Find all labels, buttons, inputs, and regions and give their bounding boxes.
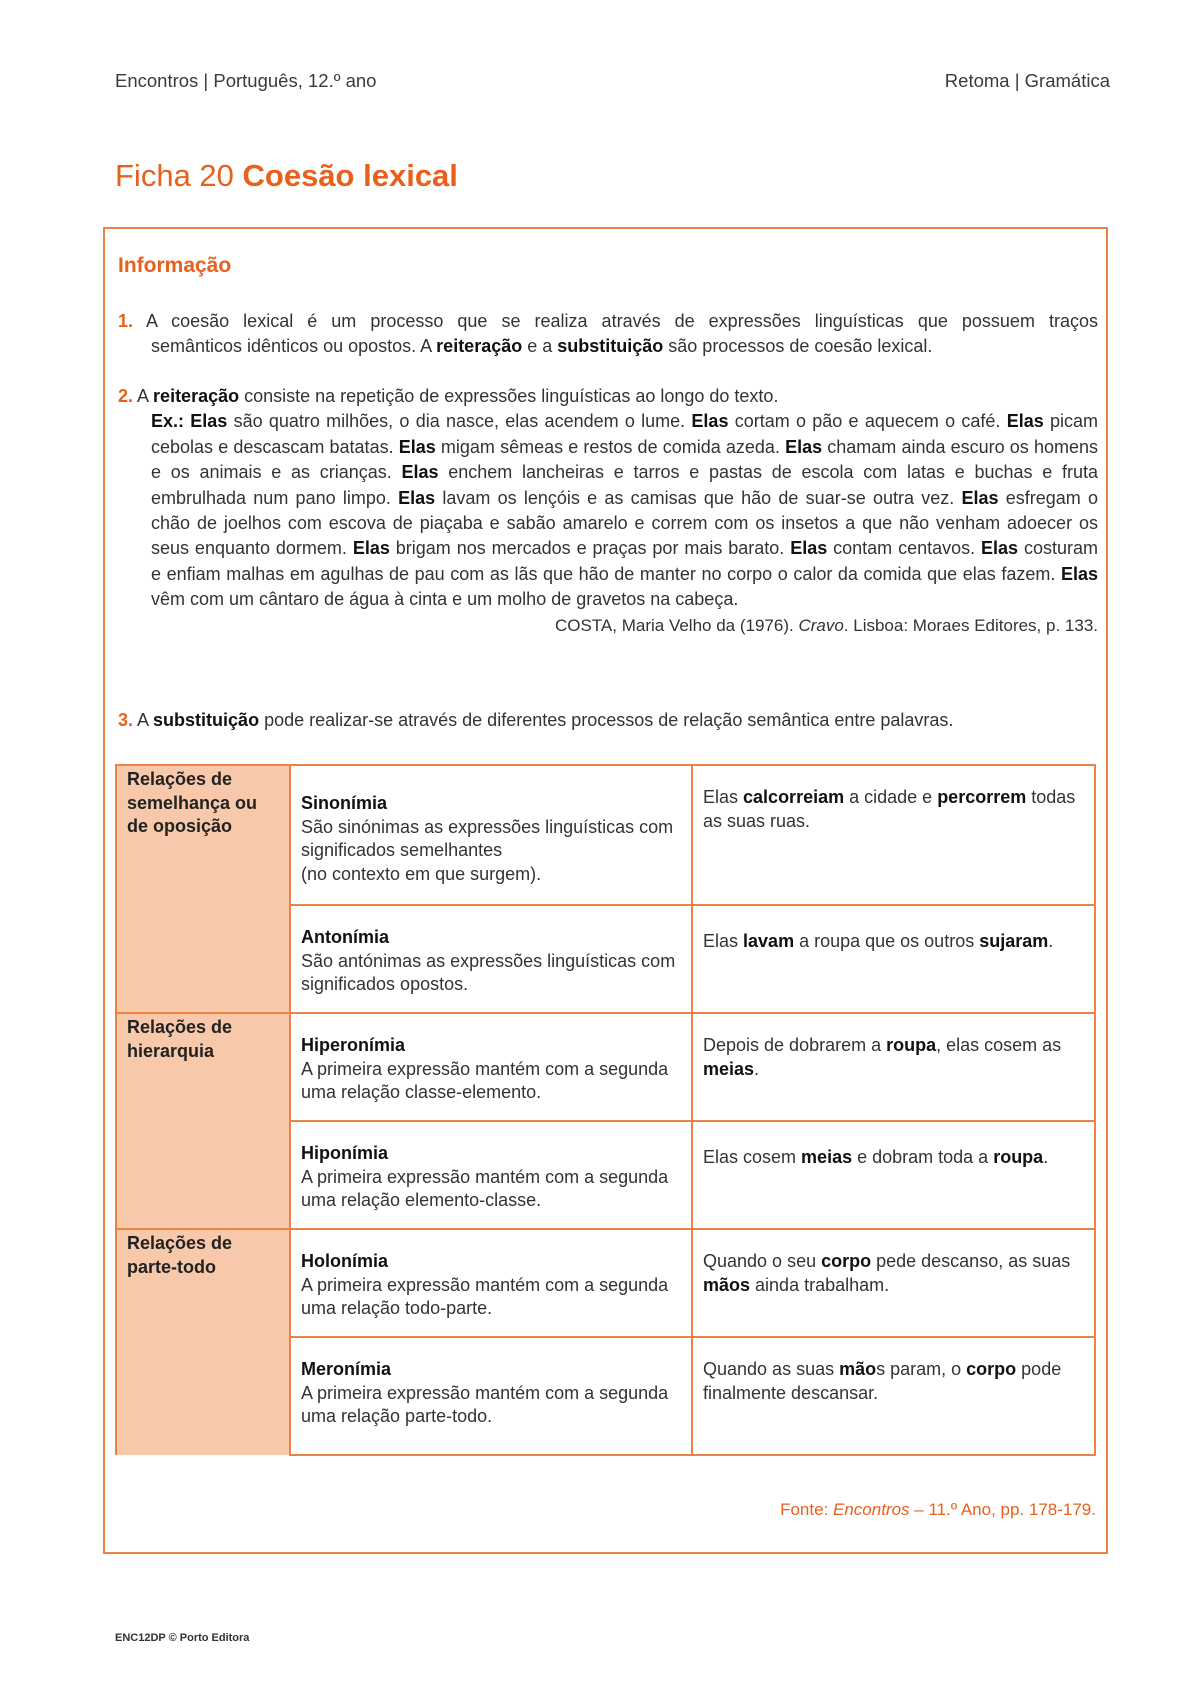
elas-word: Elas xyxy=(398,487,436,508)
title-main: Coesão lexical xyxy=(242,158,458,193)
example-part: a cidade e xyxy=(844,787,938,807)
elas-word: Elas xyxy=(401,462,439,483)
example-part: pede descanso, as suas xyxy=(871,1251,1071,1271)
page-footer: ENC12DP © Porto Editora xyxy=(115,1632,250,1644)
item-number-2: 2. xyxy=(118,386,134,406)
example-part: Depois de dobrarem a xyxy=(703,1035,887,1055)
relation-term: Sinonímia xyxy=(301,793,388,813)
relation-example xyxy=(692,1337,1095,1455)
example-part: , elas cosem as xyxy=(936,1035,1062,1055)
relation-example xyxy=(692,1013,1095,1121)
example-part: e dobram toda a xyxy=(852,1147,994,1167)
example-sentence: enchem lancheiras e tarros e pastas de escola com latas e buchas e fruta embrulhada num pano limpo. xyxy=(151,462,1098,508)
relation-definition: A primeira expressão mantém com a segunda uma relação todo-parte. xyxy=(301,1274,669,1318)
example-part: Quando as suas xyxy=(703,1359,840,1379)
example-bold: mão xyxy=(839,1359,877,1379)
example-bold: corpo xyxy=(821,1251,872,1271)
relation-term: Meronímia xyxy=(301,1359,392,1379)
p3-bold-substituicao: substituição xyxy=(153,710,260,730)
example-sentence: brigam nos mercados e praças por mais barato. xyxy=(389,538,791,559)
example-part: pode finalmente descansar. xyxy=(703,1359,1062,1403)
example-sentence: vêm com um cântaro de água à cinta e um molho de gravetos na cabeça. xyxy=(151,589,739,610)
example-part: a roupa que os outros xyxy=(794,931,980,951)
table-row xyxy=(116,765,1095,905)
relation-term: Hiperonímia xyxy=(301,1035,406,1055)
relation-description xyxy=(290,1013,692,1121)
relation-description xyxy=(290,765,692,905)
group-similarity-opposition: Relações de semelhança ou de oposição xyxy=(116,765,290,1013)
example-sentence: esfregam o chão de joelhos com escova de piaçaba e sabão amarelo e correm com os insetos a que não venham adoecer os seus enquanto dormem. xyxy=(151,487,1099,559)
p3-text-2: pode realizar-se através de diferentes processos de relação semântica entre palavras. xyxy=(259,710,954,730)
relation-example xyxy=(692,765,1095,905)
p3-text-1: A xyxy=(133,710,154,730)
example-label: Ex.: xyxy=(151,411,185,432)
paragraph-2 xyxy=(118,384,1098,638)
elas-word: Elas xyxy=(190,411,228,432)
example-sentence: costuram e enfiam malhas em agulhas de pau com as lãs que hão de manter no corpo o calor da comida que elas fazem. xyxy=(151,538,1098,584)
relation-description xyxy=(290,1121,692,1229)
p1-text-3: e a xyxy=(522,336,558,357)
example-part: . xyxy=(1048,931,1054,951)
relation-definition: São antónimas as expressões linguísticas com significados opostos. xyxy=(301,950,676,994)
elas-word: Elas xyxy=(398,436,436,457)
source-pages: – 11.º Ano, pp. 178-179. xyxy=(909,1500,1096,1519)
relation-definition: A primeira expressão mantém com a segunda uma relação parte-todo. xyxy=(301,1382,669,1426)
example-sentence: são quatro milhões, o dia nasce, elas acendem o lume. xyxy=(227,411,692,432)
citation-title: Cravo xyxy=(798,615,844,635)
p1-text-1: A coesão lexical é um processo que se realiza através de expressões linguísticas que possuem traços xyxy=(133,311,1098,331)
elas-word: Elas xyxy=(352,538,390,559)
citation-publisher: . Lisboa: Moraes Editores, p. 133. xyxy=(843,615,1098,635)
relation-term: Antonímia xyxy=(301,927,389,947)
relation-description xyxy=(290,1229,692,1337)
group-part-whole: Relações de parte-todo xyxy=(116,1229,290,1455)
example-part: Elas xyxy=(703,931,744,951)
example-sentence: chamam ainda escuro os homens e os animais e as crianças. xyxy=(151,436,1098,483)
example-part: . xyxy=(754,1058,760,1079)
example-text xyxy=(118,409,1098,612)
example-bold: percorrem xyxy=(937,787,1027,807)
table-row xyxy=(116,1013,1095,1121)
elas-word: Elas xyxy=(785,436,823,457)
example-bold: corpo xyxy=(966,1359,1017,1379)
p1-text-4: são processos de coesão lexical. xyxy=(663,336,933,357)
elas-word: Elas xyxy=(1060,563,1098,584)
relation-example xyxy=(692,1229,1095,1337)
elas-word: Elas xyxy=(790,538,828,559)
relation-definition: São sinónimas as expressões linguísticas com significados semelhantes xyxy=(301,816,674,860)
example-sentence: lavam os lençóis e as camisas que hão de suar-se outra vez. xyxy=(435,487,962,508)
group-hierarchy: Relações de hierarquia xyxy=(116,1013,290,1229)
relation-definition-note: (no contexto em que surgem). xyxy=(301,863,542,884)
item-number-3: 3. xyxy=(118,710,134,730)
p2-text-2: consiste na repetição de expressões linguísticas ao longo do texto. xyxy=(239,386,779,406)
example-part: Elas cosem xyxy=(703,1147,802,1167)
example-bold: roupa xyxy=(886,1035,937,1055)
example-part: ainda trabalham. xyxy=(750,1274,890,1295)
paragraph-3 xyxy=(118,708,1098,733)
relation-description xyxy=(290,905,692,1013)
elas-word: Elas xyxy=(961,487,999,508)
example-sentence: migam sêmeas e restos de comida azeda. xyxy=(435,436,786,457)
page-header xyxy=(115,70,1110,96)
page-title xyxy=(115,158,458,194)
header-right: Retoma | Gramática xyxy=(944,70,1110,91)
information-box xyxy=(103,227,1108,1554)
elas-word: Elas xyxy=(691,411,729,432)
semantic-relations-table xyxy=(115,764,1096,1456)
relation-term: Holonímia xyxy=(301,1251,389,1271)
example-part: Elas xyxy=(703,787,744,807)
example-part: Quando o seu xyxy=(703,1251,822,1271)
citation-author: COSTA, Maria Velho da (1976). xyxy=(554,615,799,635)
table-row xyxy=(116,1229,1095,1337)
p2-text-1: A xyxy=(133,386,154,406)
example-part: s param, o xyxy=(876,1359,967,1379)
example-sentence: cortam o pão e aquecem o café. xyxy=(728,411,1007,432)
source-title: Encontros xyxy=(833,1500,910,1519)
p1-text-2: semânticos idênticos ou opostos. A xyxy=(151,336,437,357)
title-prefix: Ficha 20 xyxy=(115,158,243,193)
relation-description xyxy=(290,1337,692,1455)
relation-definition: A primeira expressão mantém com a segunda uma relação elemento-classe. xyxy=(301,1166,669,1210)
example-bold: roupa xyxy=(993,1147,1044,1167)
relation-example xyxy=(692,905,1095,1013)
example-part: todas as suas ruas. xyxy=(703,787,1076,831)
source-prefix: Fonte: xyxy=(780,1500,834,1519)
example-sentence: picam cebolas e descascam batatas. xyxy=(151,411,1098,457)
elas-word: Elas xyxy=(1006,411,1044,432)
example-part: . xyxy=(1043,1147,1049,1167)
paragraph-1 xyxy=(118,309,1098,360)
elas-word: Elas xyxy=(981,538,1019,559)
example-sentence: contam centavos. xyxy=(827,538,982,559)
relation-definition: A primeira expressão mantém com a segunda uma relação classe-elemento. xyxy=(301,1058,669,1102)
example-bold: meias xyxy=(703,1058,755,1079)
source-note xyxy=(780,1500,1096,1520)
example-bold: sujaram xyxy=(979,931,1049,951)
p2-bold-reiteracao: reiteração xyxy=(153,386,240,406)
example-bold: calcorreiam xyxy=(743,787,845,807)
p1-bold-substituicao: substituição xyxy=(557,336,664,357)
header-left: Encontros | Português, 12.º ano xyxy=(115,70,377,91)
citation xyxy=(118,613,1098,638)
section-heading: Informação xyxy=(118,254,232,277)
example-bold: mãos xyxy=(703,1274,751,1295)
example-bold: meias xyxy=(801,1147,853,1167)
item-number-1: 1. xyxy=(118,311,134,331)
relation-example xyxy=(692,1121,1095,1229)
p1-bold-reiteracao: reiteração xyxy=(436,336,523,357)
relation-term: Hiponímia xyxy=(301,1143,389,1163)
example-bold: lavam xyxy=(743,931,795,951)
